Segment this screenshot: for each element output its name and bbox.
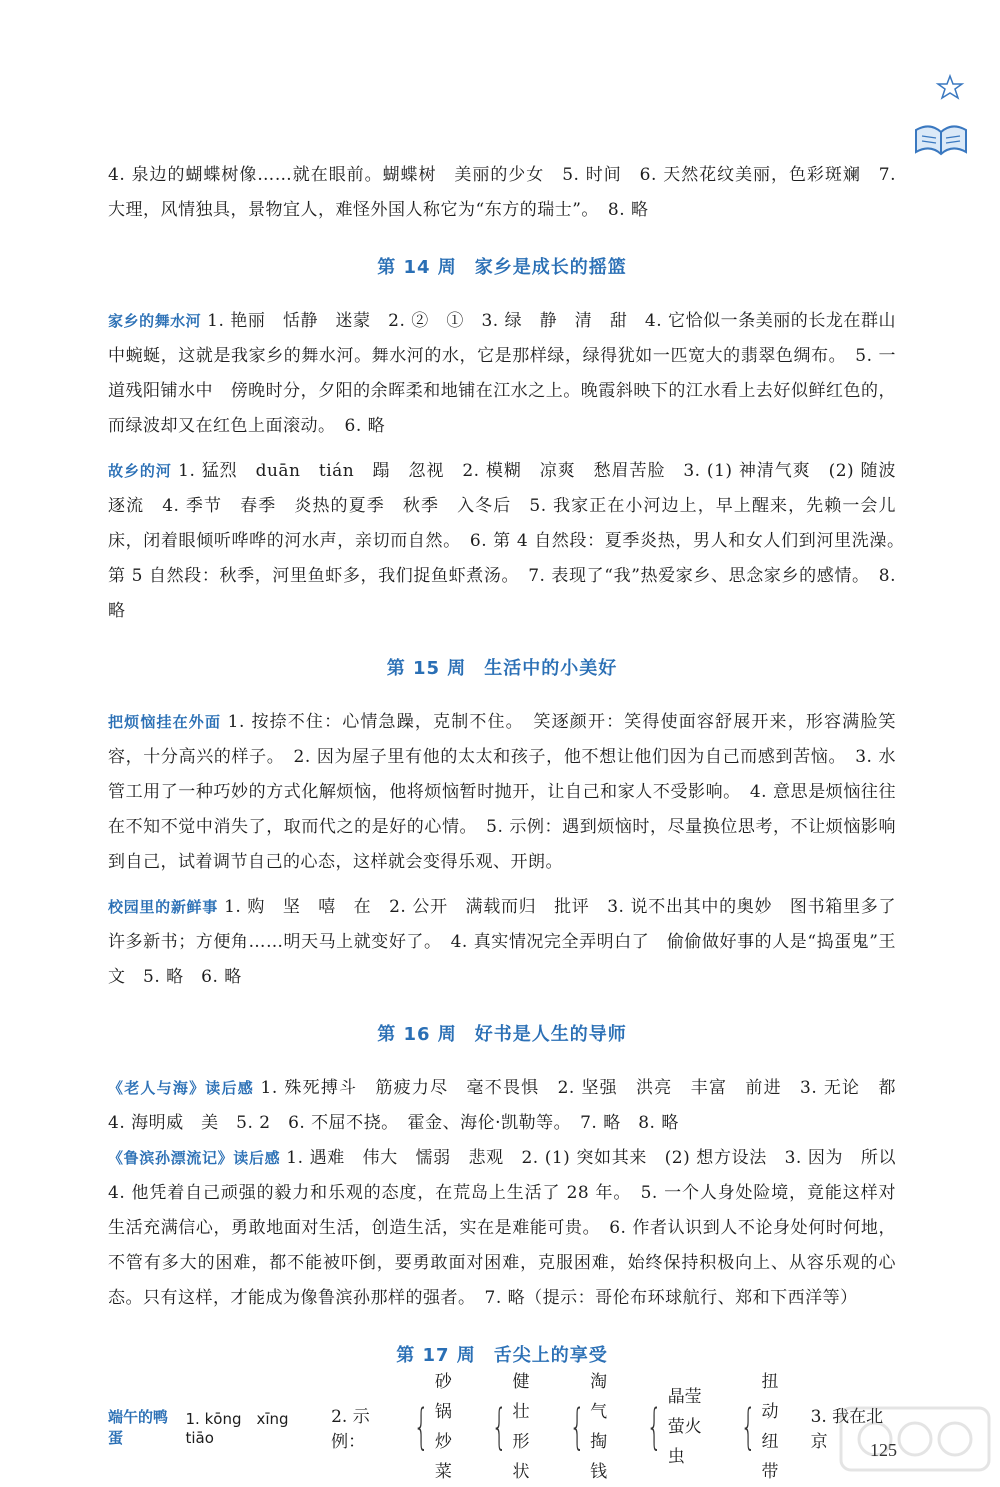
answer-text: 4. 泉边的蝴蝶树像……就在眼前。蝴蝶树 美丽的少女 5. 时间 6. 天然花纹美丽，色彩斑斓 7. 大理，风情独具，景物宜人，难怪外国人称它为“东方的瑞士”。 8. 略	[108, 165, 896, 220]
brace-icon: {	[740, 1399, 756, 1455]
brace-icon: {	[413, 1399, 430, 1455]
week-title: 好书是人生的导师	[474, 1024, 627, 1045]
word-bottom: 纽带	[761, 1432, 779, 1482]
word-pair	[733, 1367, 793, 1487]
article-title: 端午的鸭蛋	[108, 1408, 169, 1447]
word-top: 健壮	[512, 1372, 530, 1422]
article-title: 把烦恼挂在外面	[108, 713, 222, 731]
brace-icon: {	[569, 1399, 585, 1455]
answer-paragraph-lubinsun	[108, 1141, 914, 1316]
answer-text: 1. 遇难 伟大 懦弱 悲观 2. (1) 突如其来 (2) 想方设法 3. 因为 所以 4. 他凭着自己顽强的毅力和乐观的态度，在荒岛上生活了 28 年。 5. 一个人身处险境，竟能这样对生活充满信心，勇敢地面对生活，创造生活，实在是难能可贵。 6. 作者认识到人不论身处何时何地，不管有多大的困难，都不能被吓倒，要勇敢面对困难，克服困难，始终保持积极向上、从容乐观的心态。只有这样，才能成为像鲁滨孙那样的强者。 7. 略（提示：哥伦布环球航行、郑和下西洋等）	[108, 1148, 914, 1308]
open-book-star-icon	[910, 72, 972, 164]
answer-paragraph-jiaxiang	[108, 304, 896, 444]
week-title: 家乡是成长的摇篮	[474, 257, 627, 278]
article-title: 校园里的新鲜事	[108, 898, 218, 916]
answer-paragraph-xiaoyuan	[108, 890, 896, 995]
article-title: 故乡的河	[108, 462, 172, 480]
answer-text: 2. 示例：	[331, 1407, 370, 1452]
answer-text: 1. 购 坚 嘻 在 2. 公开 满载而归 批评 3. 说不出其中的奥妙 图书箱里多了许多新书；方便角……明天马上就变好了。 4. 真实情况完全弄明白了 偷偷做好事的人是“捣蛋鬼”王文 5. 略 6. 略	[108, 897, 896, 987]
word-top: 砂锅	[434, 1372, 452, 1422]
word-pair	[484, 1367, 544, 1487]
article-title: 《老人与海》读后感	[108, 1079, 254, 1097]
answer-text: 1. 艳丽 恬静 迷蒙 2. ② ① 3. 绿 静 清 甜 4. 它恰似一条美丽的长龙在群山中蜿蜒，这就是我家乡的舞水河。舞水河的水，它是那样绿，绿得犹如一匹宽大的翡翠色绸布。 5. 一道残阳铺水中 傍晚时分，夕阳的余晖柔和地铺在江水之上。晚霞斜映下的江水看上去好似鲜红色的，而绿波却又在红色上面滚动。 6. 略	[108, 311, 896, 436]
week-title: 生活中的小美好	[484, 658, 618, 679]
word-top: 淘气	[590, 1372, 608, 1422]
answer-text: 1. 猛烈 duān tián 蹋 忽视 2. 模糊 凉爽 愁眉苦脸 3. (1) 神清气爽 (2) 随波逐流 4. 季节 春季 炎热的夏季 秋季 入冬后 5. 我家正在小河边上，早上醒来，先赖一会儿床，闭着眼倾听哗哗的河水声，亲切而自然。 6. 第 4 自然段：夏季炎热，男人和女人们到河里洗澡。 第 5 自然段：秋季，河里鱼虾多，我们捉鱼虾煮汤。 7. 表现了“我”热爱家乡、思念家乡的感情。 8. 略	[108, 461, 914, 621]
article-title: 《鲁滨孙漂流记》读后感	[108, 1149, 281, 1167]
article-title: 家乡的舞水河	[108, 312, 202, 330]
answer-text: 3. 我在北京	[810, 1407, 884, 1452]
word-top: 扭动	[761, 1372, 779, 1422]
word-bottom: 萤火虫	[667, 1417, 702, 1467]
week-heading-16	[108, 1017, 896, 1053]
brace-icon: {	[646, 1399, 663, 1455]
word-bottom: 掏钱	[590, 1432, 608, 1482]
week-number: 第 16 周	[377, 1024, 457, 1045]
answer-text: 1. 殊死搏斗 筋疲力尽 毫不畏惧 2. 坚强 洪亮 丰富 前进 3. 无论 都 4. 海明威 美 5. 2 6. 不屈不挠。 霍金、海伦·凯勒等。 7. 略 8. 略	[108, 1078, 914, 1133]
answer-text: 1. kōng xīng tiāo	[185, 1409, 304, 1447]
brace-icon: {	[491, 1399, 507, 1455]
word-pair	[562, 1367, 622, 1487]
week-number: 第 15 周	[386, 658, 467, 679]
word-pair	[406, 1367, 466, 1487]
word-pair	[639, 1382, 715, 1472]
week-number: 第 14 周	[377, 257, 457, 278]
week-heading-15	[108, 651, 896, 687]
answer-paragraph-laoren	[108, 1071, 914, 1141]
answer-paragraph-duanwu	[108, 1372, 896, 1482]
answer-paragraph-guxiang	[108, 454, 914, 629]
answer-paragraph-top	[108, 158, 896, 228]
answer-text: 1. 按捺不住：心情急躁，克制不住。 笑逐颜开：笑得使面容舒展开来，形容满脸笑容，十分高兴的样子。 2. 因为屋子里有他的太太和孩子，他不想让他们因为自己而感到苦恼。 3. 水管工用了一种巧妙的方式化解烦恼，他将烦恼暂时抛开，让自己和家人不受影响。 4. 意思是烦恼往往在不知不觉中消失了，取而代之的是好的心情。 5. 示例：遇到烦恼时，尽量换位思考，不让烦恼影响到自己，试着调节自己的心态，这样就会变得乐观、开朗。	[108, 712, 896, 872]
week-number: 第 17 周	[396, 1345, 476, 1366]
word-bottom: 形状	[512, 1432, 530, 1482]
answer-content	[108, 158, 914, 1482]
answer-paragraph-fannao	[108, 705, 896, 880]
page-number: 125	[870, 1440, 897, 1460]
week-heading-14	[108, 250, 896, 286]
watermark-logo	[835, 1400, 995, 1480]
week-title: 舌尖上的享受	[493, 1345, 608, 1366]
word-top: 晶莹	[667, 1387, 702, 1407]
word-bottom: 炒菜	[434, 1432, 452, 1482]
